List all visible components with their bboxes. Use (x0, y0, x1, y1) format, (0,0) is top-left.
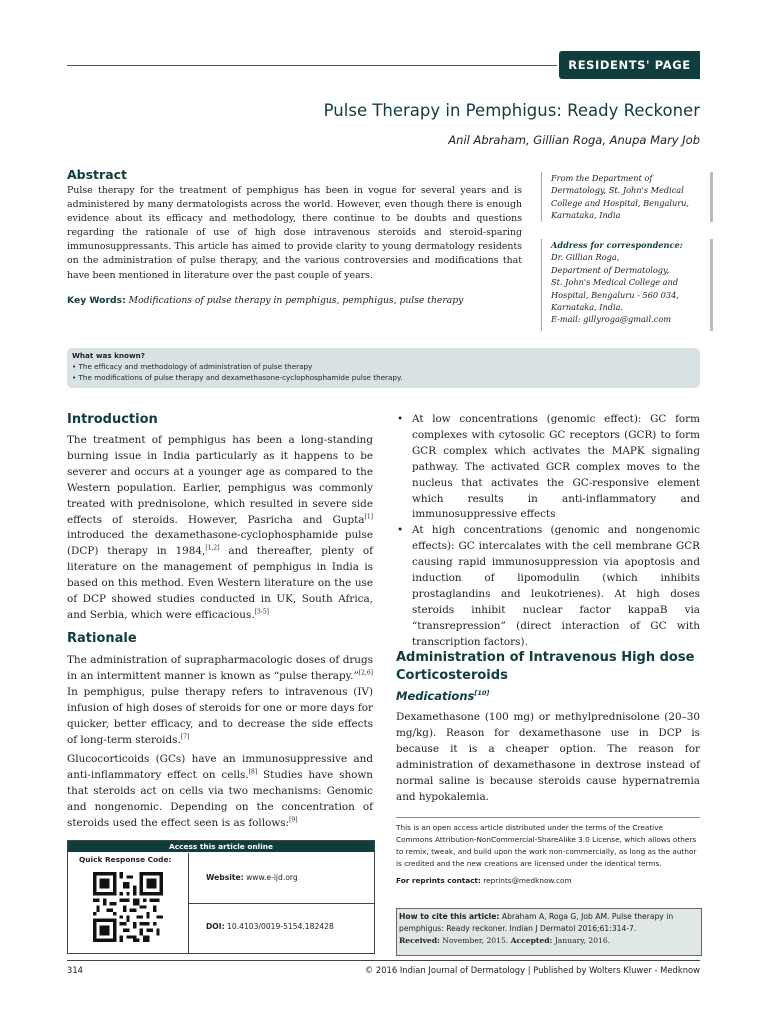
qr-column (68, 853, 189, 953)
list-item: • At high concentrations (genomic and nongenomic effects): GC intercalates with the cell membrane GCR causing rapid immunosuppression via apoptosis and induction of lipomodulin (which inhibits prostaglandins and leukotrienes). At high doses steroids inhibit nuclear factor kappaB via “transrepression” (direct interaction of GC with transcription factors). (396, 523, 700, 650)
introduction-heading: Introduction (67, 412, 158, 427)
doi-label: DOI: (206, 922, 225, 931)
cite-text: Abraham A, Roga G, Job AM. Pulse therapy in pemphigus: Ready reckoner. Indian J Dermatol 2016;61:314-7. (399, 912, 674, 933)
correspondence-box (541, 239, 713, 331)
medications-text: Dexamethasone (100 mg) or methylprednisolone (20–30 mg/kg). Reason for dexamethasone use in DCP is because it is a cheaper option. The reason for administration of dexamethasone in dextrose instead of normal saline is because steroids cause hypernatremia and hypokalemia. (396, 711, 700, 803)
citation-ref: [2,6] (358, 669, 373, 677)
affiliation-line: Dermatology, St. John's Medical (551, 185, 684, 196)
reprints-contact (396, 876, 572, 885)
correspondence-line: Department of Dermatology, (551, 264, 670, 275)
introduction-text: The treatment of pemphigus has been a long-standing burning issue in India particularly as it happens to be severer and occurs at a younger age as compared to the Western population. Earlier, pemphigus was commonly treated with prednisolone, which resulted in severe side effects of steroids. However, Pasricha and Gupta[1] introduced the dexamethasone-cyclophosphamide pulse (DCP) therapy in 1984,[1,2] and thereafter, plenty of literature on the management of pemphigus in India is based on this method. Even Western literature on the use of DCP showed studies conducted in UK, South Africa, and Serbia, which were efficacious.[3-5] (67, 434, 373, 621)
qr-label: Quick Response Code: (79, 855, 172, 864)
reprints-email[interactable]: reprints@medknow.com (483, 876, 572, 885)
article-authors: Anil Abraham, Gillian Roga, Anupa Mary Job (448, 133, 700, 147)
cite-box (396, 908, 702, 956)
page-number: 314 (67, 965, 83, 975)
article-title: Pulse Therapy in Pemphigus: Ready Reckoner (323, 101, 700, 120)
journal-credit: © 2016 Indian Journal of Dermatology | Published by Wolters Kluwer - Medknow (364, 965, 700, 975)
correspondence-label: Address for correspondence: (551, 240, 683, 250)
citation-ref: [1,2] (205, 544, 220, 552)
section-badge: RESIDENTS' PAGE (559, 51, 700, 79)
affiliation-line: College and Hospital, Bengaluru, (551, 197, 690, 208)
citation-ref: [1] (364, 513, 373, 521)
keywords (67, 294, 522, 307)
open-access-notice: This is an open access article distributed under the terms of the Creative Commons Attribution-NonCommercial-ShareAlike 3.0 License, which allows others to remix, tweak, and build upon the work non-commercially, as long as the author is credited and the new creations are licensed under the identical terms. (396, 823, 697, 868)
medications-heading: Medications[10] (396, 689, 490, 703)
received-label: Received: (399, 936, 440, 945)
keywords-label: Key Words: (67, 295, 126, 306)
footer-rule (67, 960, 700, 961)
doi-row (189, 904, 374, 953)
administration-heading: Administration of Intravenous High dose Corticosteroids (396, 650, 695, 683)
access-online-heading: Access this article online (68, 841, 374, 852)
open-access-rule (396, 817, 700, 818)
rationale-paragraph-2: Glucocorticoids (GCs) have an immunosuppressive and anti-inflammatory effect on cells.[8] Studies have shown that steroids act on cells via two mechanisms: Genomic and nongenomic. Depending on the concentration of steroids used the effect seen is as follows:[9] (67, 753, 373, 829)
affiliation-line: From the Department of (551, 173, 653, 183)
rationale-heading: Rationale (67, 631, 137, 646)
affiliation-box (541, 172, 713, 222)
header-rule (67, 65, 557, 66)
citation-ref: [7] (180, 733, 190, 741)
correspondence-line: Dr. Gillian Roga, (551, 252, 620, 263)
access-online-box (67, 840, 375, 954)
citation-ref: [9] (289, 816, 298, 824)
list-item: • At low concentrations (genomic effect): GC form complexes with cytosolic GC receptors (GCR) to form GCR complex which activates the MAPK signaling pathway. The activated GCR complex moves to the nucleus that activates the GC-responsive element which results in anti-inflammatory and immunosuppressive effects (396, 412, 700, 523)
what-was-known-item: • The modifications of pulse therapy and dexamethasone-cyclophosphamide pulse therapy. (72, 373, 403, 382)
accepted-label: Accepted: (510, 936, 553, 945)
doi-value[interactable]: 10.4103/0019-5154.182428 (227, 922, 334, 931)
citation-ref: [8] (248, 768, 258, 776)
accepted-date: January, 2016. (554, 936, 611, 945)
mechanism-list (396, 412, 700, 651)
correspondence-line: St. John's Medical College and (551, 277, 679, 288)
received-date: November, 2015. (442, 936, 509, 945)
abstract-heading: Abstract (67, 167, 128, 182)
correspondence-email: E-mail: gillyroga@gmail.com (551, 314, 672, 325)
website-row (189, 853, 374, 904)
affiliation-line: Karnataka, India (551, 210, 621, 221)
keywords-text: Modifications of pulse therapy in pemphigus, pemphigus, pulse therapy (128, 295, 464, 306)
rationale-paragraph-1: The administration of suprapharmacologic doses of drugs in an intermittent manner is known as “pulse therapy.”[2,6] In pemphigus, pulse therapy refers to intravenous (IV) infusion of high doses of steroids for one or more days for quicker, better efficacy, and to decrease the side effects of long-term steroids.[7] (67, 654, 373, 746)
correspondence-line: Karnataka, India. (551, 302, 624, 313)
website-label: Website: (206, 873, 244, 882)
what-was-known-item: • The efficacy and methodology of administration of pulse therapy (72, 362, 313, 371)
website-link[interactable]: www.e-ijd.org (246, 873, 298, 882)
reprints-label: For reprints contact: (396, 876, 481, 885)
correspondence-line: Hospital, Bengaluru - 560 034, (551, 289, 679, 300)
abstract-text: Pulse therapy for the treatment of pemphigus has been in vogue for several years and is administered by many dermatologists across the world. However, even though there is enough evidence about its efficacy and methodology, there continue to be doubts and questions regarding the rationale of use of high dose intravenous steroids and steroid-sparing immunosuppressants. This article has aimed to provide clarity to young dermatology residents on the administration of pulse therapy, and the various controversies and modifications that have been mentioned in literature over the past couple of years. (67, 185, 522, 281)
what-was-known-heading: What was known? (72, 351, 145, 360)
qr-code-icon[interactable] (93, 872, 163, 942)
cite-label: How to cite this article: (399, 912, 500, 921)
citation-ref: [3-5] (254, 608, 269, 616)
citation-ref: [10] (474, 689, 490, 698)
what-was-known-box (67, 348, 700, 388)
